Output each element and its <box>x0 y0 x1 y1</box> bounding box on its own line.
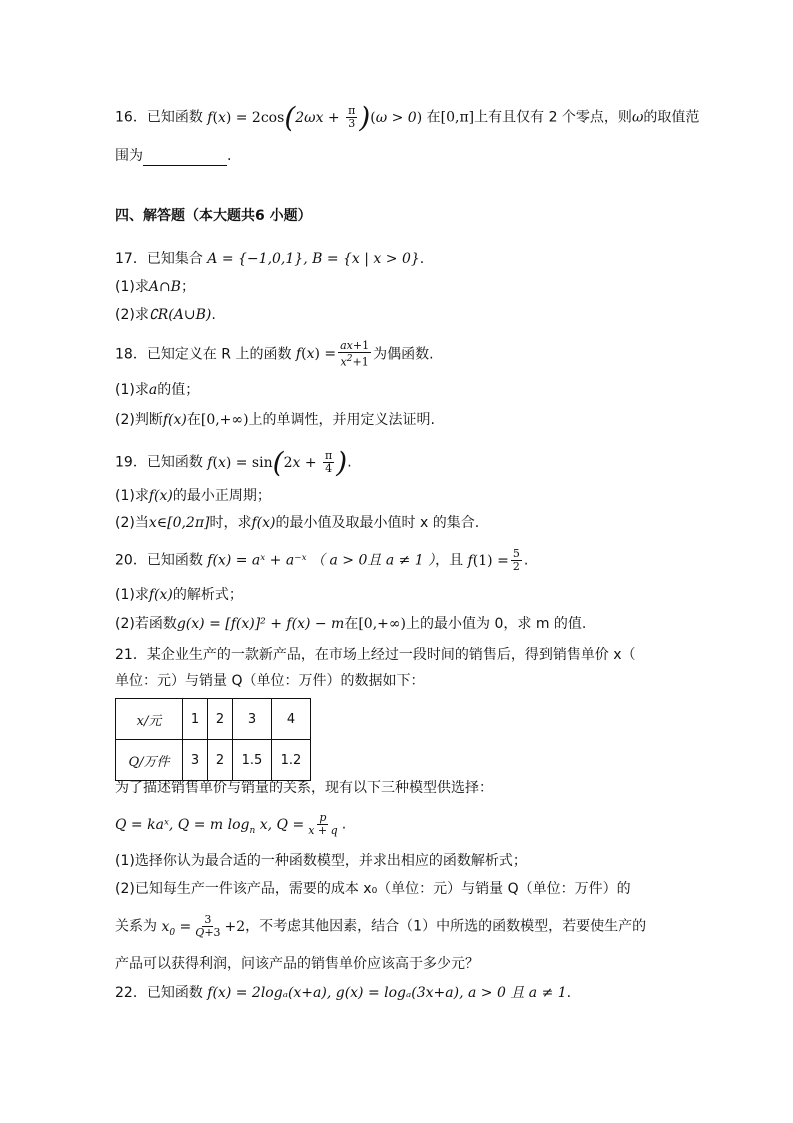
q21-line1: 21．某企业生产的一款新产品，在市场上经过一段时间的销售后，得到销售单价 x（ <box>115 647 636 663</box>
table-header-q: Q/万件 <box>116 740 183 781</box>
table-cell: 1 <box>183 699 208 740</box>
q19-part2: (2)当x∈[0,2π]时，求f(x)的最小值及取最小值时 x 的集合. <box>115 515 480 531</box>
q20-part2: (2)若函数g(x) = [f(x)]² + f(x) − m在[0,+∞)上的最小值为 0，求 m 的值. <box>115 616 587 632</box>
q22-title: 22．已知函数 f(x) = 2logₐ(x+a), g(x) = logₐ(3x+a), a > 0 且 a ≠ 1. <box>115 985 572 1001</box>
q21-line2: 单位：元）与销量 Q（单位：万件）的数据如下： <box>115 673 425 689</box>
data-table <box>115 698 311 781</box>
q20-title: 20．已知函数 f(x) = aˣ + a⁻ˣ （ a > 0且 a ≠ 1 ），且 f(1) = $\frac{5}{2}$ . <box>115 547 529 573</box>
q16-line1: 16．已知函数 f(x) = 2cos(2ωx + $\frac{\pi}{3}$ )(ω > 0) 在[0,π]上有且仅有 2 个零点，则ω的取值范 <box>115 100 700 134</box>
q21-part1: (1)选择你认为最合适的一种函数模型，并求出相应的函数解析式； <box>115 853 527 869</box>
q17-part2: (2)求∁R(A∪B). <box>115 307 216 323</box>
section-title: 四、解答题（本大题共6 小题） <box>115 208 312 224</box>
table-row <box>116 740 311 781</box>
table-cell: 1.2 <box>272 740 311 781</box>
q20-f1-render: f(1) = $\frac{5}{2}$ <box>467 547 520 573</box>
q21-part2-line1: (2)已知每生产一件该产品，需要的成本 x₀（单位：元）与销量 Q（单位：万件）的 <box>115 881 631 897</box>
table-cell: 1.5 <box>233 740 272 781</box>
table-row <box>116 699 311 740</box>
q17-part1: (1)求A∩B； <box>115 279 195 295</box>
q19-formula-render: f(x) = sin(2x + $\frac{\pi}{4}$ ) <box>207 445 348 479</box>
q21-cost-render: $x_0$ = $\frac{3}{Q+3}$ +2 <box>161 913 246 939</box>
q20-part1: (1)求f(x)的解析式； <box>115 587 243 603</box>
q18-title: 18．已知定义在 R 上的函数 f(x) = $\frac{ax+1}{x^2+1}$ 为偶函数. <box>115 339 434 369</box>
q17-title: 17．已知集合 A = {−1,0,1}, B = {x | x > 0}. <box>115 251 425 267</box>
table-header-x: x/元 <box>116 699 183 740</box>
table-cell: 4 <box>272 699 311 740</box>
q21-part2-line3: 产品可以获得利润，问该产品的销售单价应该高于多少元？ <box>115 956 479 972</box>
table-cell: 2 <box>208 699 233 740</box>
q19-title: 19．已知函数 f(x) = sin(2x + $\frac{\pi}{4}$ ). <box>115 445 352 479</box>
q18-part1: (1)求a的值； <box>115 382 200 398</box>
q21-line3: 为了描述销售单价与销量的关系，现有以下三种模型供选择： <box>115 780 493 796</box>
q18-part2: (2)判断f(x)在[0,+∞)上的单调性，并用定义法证明. <box>115 412 435 428</box>
answer-blank <box>143 151 227 166</box>
q16-formula-render: f(x) = 2cos(2ωx + $\frac{\pi}{3}$ )(ω > 0) <box>207 100 423 134</box>
q21-part2-line2: 关系为 $x_0$ = $\frac{3}{Q+3}$ +2，不考虑其他因素，结合（1）中所选的函数模型，若要使生产的 <box>115 913 647 939</box>
table-cell: 2 <box>208 740 233 781</box>
q21-models: Q = kaˣ, Q = m $\log_n x$, Q = $\frac{p}{x + q}$ . <box>115 811 347 837</box>
q16-line2: 围为 . <box>115 148 232 164</box>
q18-formula-render: f(x) = $\frac{ax+1}{x^2+1}$ <box>295 339 370 369</box>
q21-models-render: Q = kaˣ, Q = m $\log_n x$, Q = $\frac{p}{x + q}$ <box>115 811 338 837</box>
table-cell: 3 <box>183 740 208 781</box>
q19-part1: (1)求f(x)的最小正周期； <box>115 488 271 504</box>
table-cell: 3 <box>233 699 272 740</box>
